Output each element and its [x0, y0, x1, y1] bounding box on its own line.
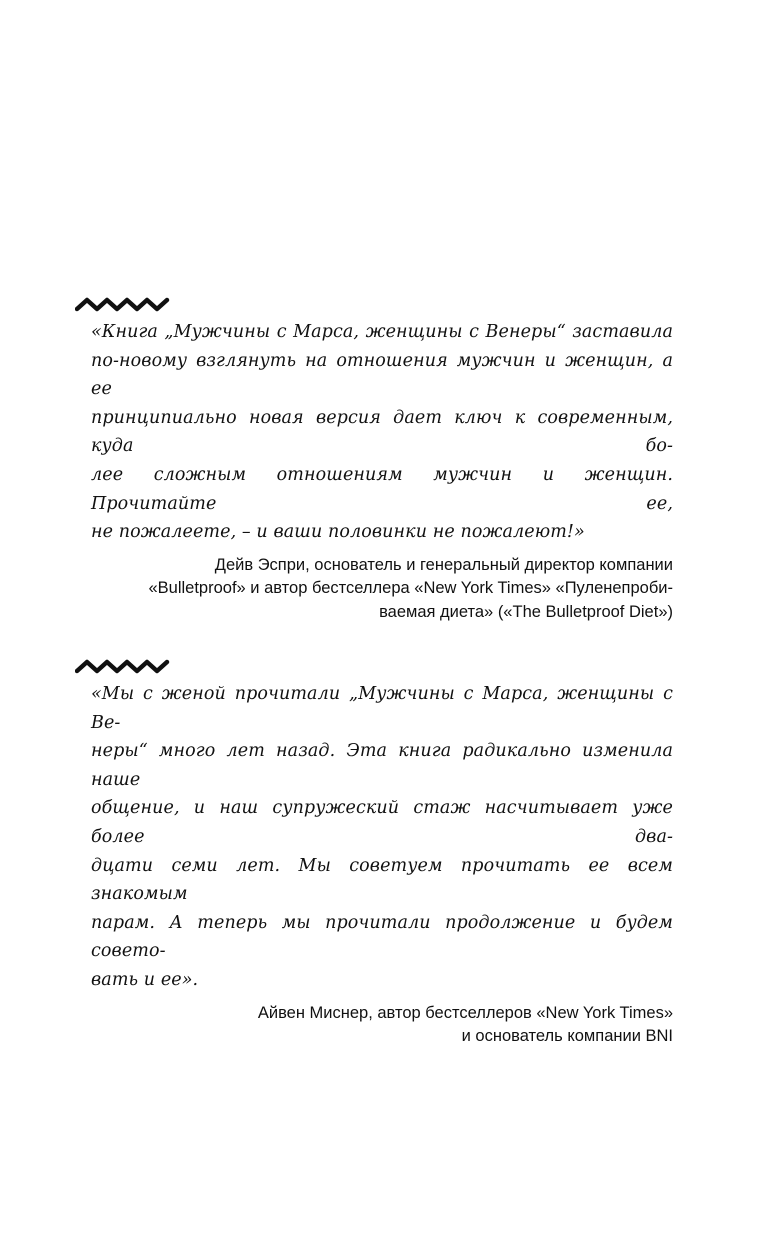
quote-line: «Мы с женой прочитали „Мужчины с Марса, женщины с Ве- [91, 684, 673, 733]
quote-line: не пожалеете, – и ваши половинки не пожалеют!» [91, 522, 585, 543]
attribution-line: Айвен Миснер, автор бестселлеров «New York Times» [257, 1003, 673, 1022]
quote-line: дцати семи лет. Мы советуем прочитать ее всем знакомым [91, 855, 673, 905]
testimonial-2 [91, 656, 673, 1049]
quote-line: вать и ее». [91, 969, 199, 990]
attribution-line: Дейв Эспри, основатель и генеральный директор компании [214, 555, 673, 574]
testimonial-attribution [91, 1002, 673, 1049]
testimonial-attribution [91, 554, 673, 625]
testimonial-quote [91, 680, 673, 995]
quote-line: «Книга „Мужчины с Марса, женщины с Венеры“ заставила [91, 322, 673, 342]
zigzag-wave-icon [75, 656, 171, 676]
quote-line: лее сложным отношениям мужчин и женщин. Прочитайте ее, [91, 464, 673, 514]
quote-line: парам. А теперь мы прочитали продолжение и будем совето- [91, 912, 673, 962]
quote-line: неры“ много лет назад. Эта книга радикально изменила наше [91, 741, 673, 790]
testimonial-1 [91, 294, 673, 624]
quote-line: по-новому взглянуть на отношения мужчин и женщин, а ее [91, 350, 673, 400]
attribution-line: «Bulletproof» и автор бестселлера «New York Times» «Пуленепроби- [148, 579, 673, 598]
quote-line: общение, и наш супружеский стаж насчитывает уже более два- [91, 798, 673, 847]
attribution-line: и основатель компании BNI [461, 1027, 673, 1046]
attribution-line: ваемая диета» («The Bulletproof Diet») [379, 602, 673, 621]
quote-line: принципиально новая версия дает ключ к современным, куда бо- [91, 407, 673, 457]
testimonial-quote [91, 318, 673, 547]
zigzag-wave-icon [75, 294, 171, 314]
